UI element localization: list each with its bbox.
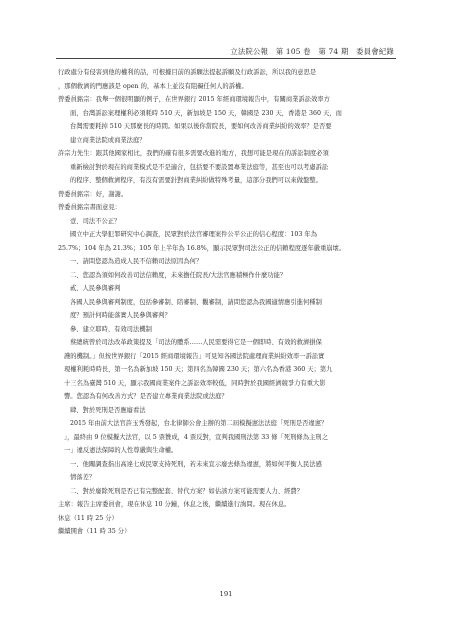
text-line: 十三名為臺灣 510 天，顯示我國商業案件之訴訟效率較低，同時對於我國經濟競爭力有重大影 bbox=[64, 379, 326, 387]
text-line: 2015 年由前大法官許玉秀發起，台北律師公會主辦的第二屆模擬憲法法庭「死刑是否違憲？ bbox=[70, 420, 328, 427]
text-line: 面，台灣訴訟案理權利必須耗時 510 天，新加坡是 150 天，韓國是 230 天，香港是 360 天，而 bbox=[70, 109, 342, 117]
question-item: 二、對於廢除死刑是否已有完整配套、替代方案？如估該方案可能需要人力、經費？ bbox=[70, 487, 303, 495]
speaker-paragraph: 主席：報告主席委員會，現在休息 10 分鐘，休息之後，繼續進行詢問。現在休息。 bbox=[58, 501, 291, 508]
question-item: 二、您認為須如何改善司法信賴度，未來擔任院長/大法官應積極作什麼功能？ bbox=[70, 271, 287, 279]
header-rule bbox=[56, 58, 396, 59]
speaker-paragraph: 曾委員銘宗：我舉一個很明顯的例子，在世界銀行 2015 年經商環境報告中，有關商業訴訟效率方 bbox=[58, 96, 330, 103]
text-line: 建立商業法院或商業法庭？ bbox=[70, 136, 146, 144]
section-heading: 壹、司法不公正？ bbox=[70, 217, 121, 225]
text-line: 各國人民參與審判制度，包括參審制、陪審制、觀審制，請問您認為我國適情應引進何種制 bbox=[70, 298, 322, 306]
text-line: 一」違反憲法保障的人性尊嚴與生命權。 bbox=[64, 447, 178, 454]
document-body bbox=[58, 66, 396, 539]
text-line: 情落差？ bbox=[70, 474, 96, 481]
text-line: 行政處分有侵害到他的權利的話，可根據目前的訴願法提起訴願及行政訴訟，所以我的意思是 bbox=[58, 69, 317, 76]
question-item: 一、他關調查指出高達七成民眾支持死刑，若未來宣示廢去條為違憲，將如何平衡人民法感 bbox=[70, 460, 322, 468]
text-line: 現權利耗時時長，第一名為新加坡 150 天；第四名為韓國 230 天；第六名為香港 360 天；第九 bbox=[64, 366, 333, 373]
text-line: 蔡總統曾於司法改革政策提及「司法的體系……人民需要得它是一個即時、有效的救濟損保 bbox=[70, 339, 322, 346]
text-line: 護的機制。」但按世界銀行「2015 經商環境報告」可見知各國法院處理商業糾紛效率一訴訟實 bbox=[64, 352, 325, 360]
section-heading: 貳、人民參與審判 bbox=[70, 285, 121, 292]
text-line: 台灣需要耗掉 510 天那麼長的時間。如果以後你當院長，要如何改善商業糾紛的效率？是否要 bbox=[70, 123, 332, 130]
speaker-paragraph: 曾委員銘宗：好，謝謝。 bbox=[58, 190, 128, 198]
text-line: 重新檢討對於現在的商業模式是不是適合，包括要不要設置專業法庭等，甚至也可以考慮訴訟 bbox=[70, 163, 329, 171]
section-heading: 參、建立耶時、有效司法機制 bbox=[70, 325, 152, 333]
section-heading: 肆、對於死刑是否應廢看法 bbox=[70, 406, 146, 414]
text-line: ，那個救濟的門應該是 open 的，基本上並沒有阻礙任何人的訴權。 bbox=[58, 82, 248, 90]
page-number: 191 bbox=[219, 590, 233, 598]
text-line: 25.7%；104 年為 21.3%；105 年上半年為 16.8%，顯示民眾對司法公正的信賴程度逐年嚴重崩壞。 bbox=[58, 244, 346, 252]
text-line: 」，最終由 9 位模擬大法官，以 5 票贊成，4 票反對，宣判我國刑法第 33 條「死刑條為主刑之 bbox=[64, 433, 328, 441]
resume-note: 繼續開會（11 時 35 分） bbox=[58, 528, 131, 535]
text-line: 國立中正大學犯罪研究中心調查，民眾對於法官審理案件公平公正的信心程度：103 年為 bbox=[70, 231, 318, 238]
text-line: 響。您認為有何改善方式？是否建立專業商業法院或法庭？ bbox=[64, 393, 228, 400]
text-line: 度？預計何時能落實人民參與審判？ bbox=[70, 312, 171, 319]
text-line: 的程序、整個救濟程序，有沒有需要針對商業糾紛做特殊考量，這部分我們可以來做盤整。 bbox=[70, 177, 322, 184]
speaker-paragraph: 許宗力先生：跟其他國家相比，我們的確有很多需要改進的地方，我想可能是現在的訴訟制度必須 bbox=[58, 150, 329, 157]
running-header: 立法院公報 第 105 卷 第 74 期 委員會紀錄 bbox=[230, 47, 394, 56]
question-item: 一、請問您認為造成人民不信賴司法原因為何？ bbox=[70, 258, 203, 265]
recess-note: 休息（11 時 25 分） bbox=[58, 514, 118, 522]
speaker-paragraph: 曾委員銘宗書面意見： bbox=[58, 204, 121, 211]
